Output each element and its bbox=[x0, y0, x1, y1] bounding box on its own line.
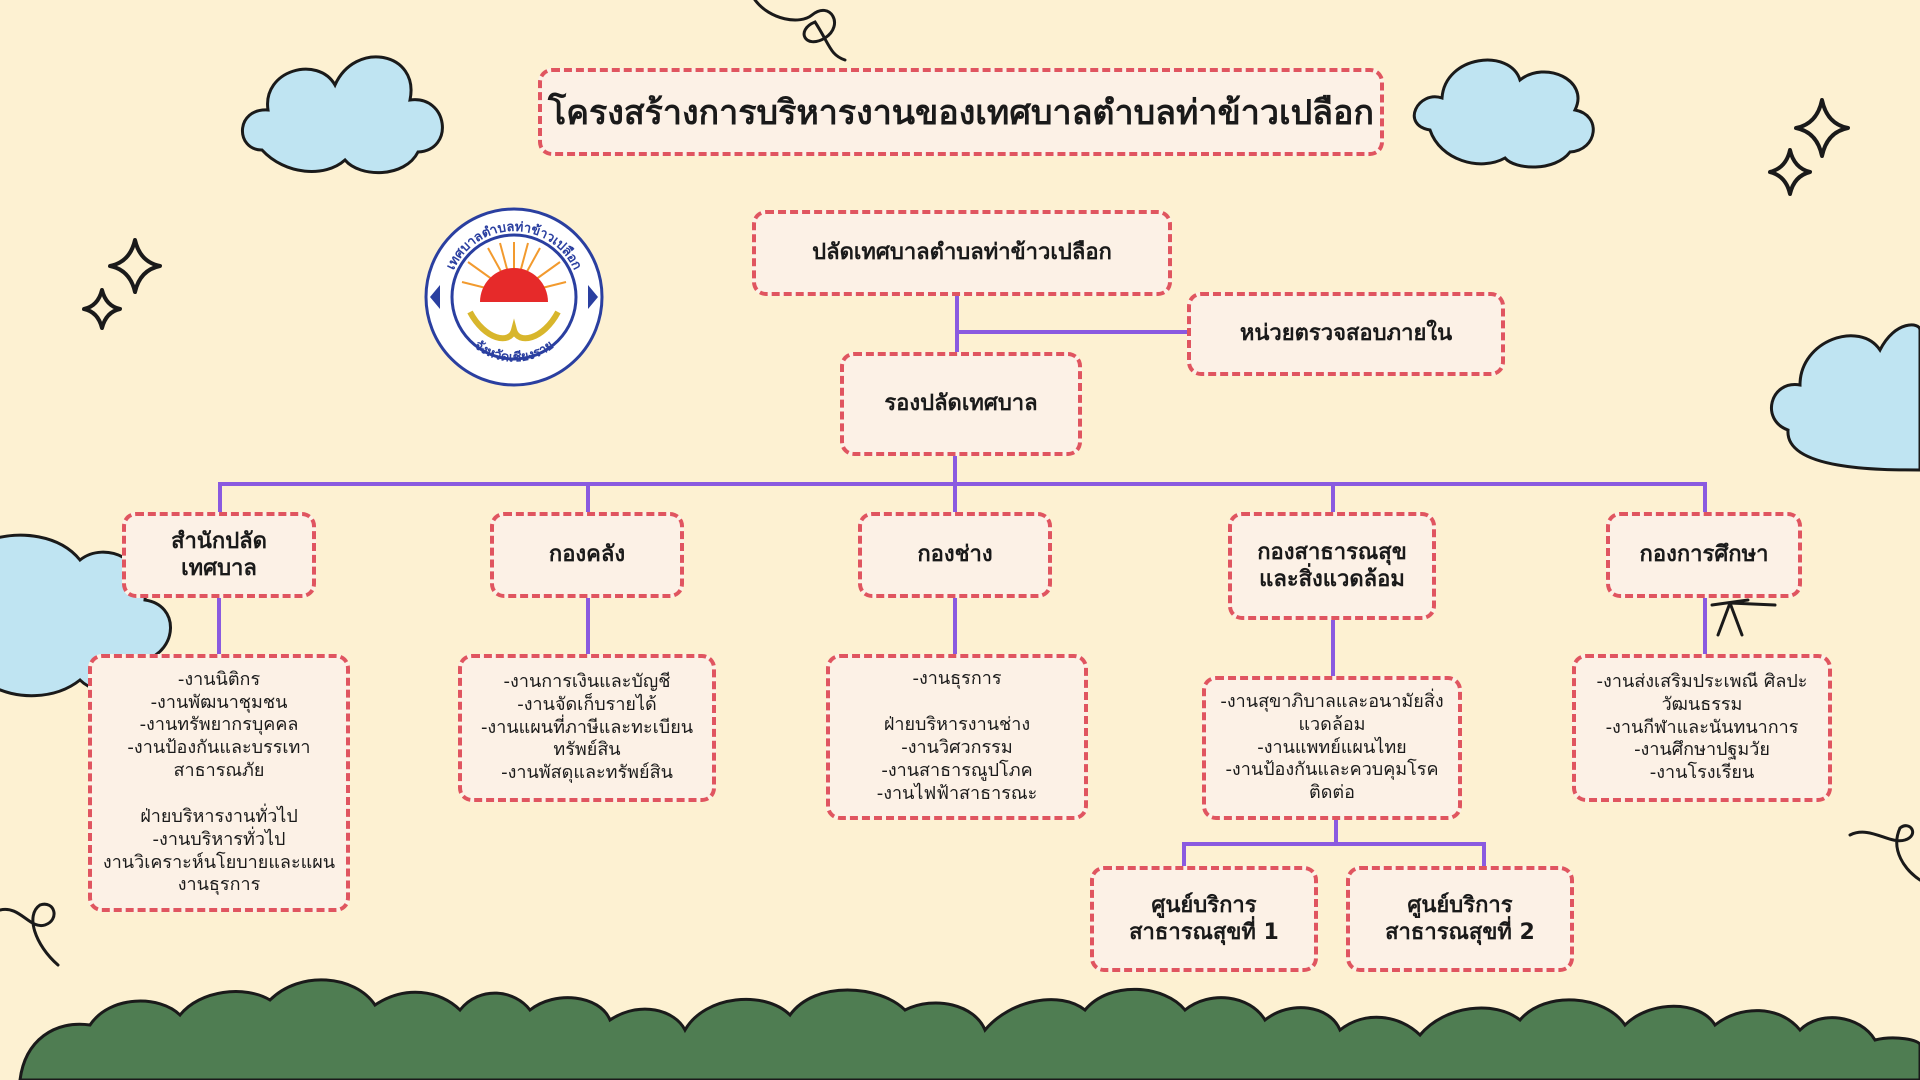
task-list-box bbox=[458, 654, 716, 802]
connector-dept-1 bbox=[218, 482, 222, 512]
bush-icon bbox=[20, 980, 1920, 1080]
department-name: กองช่าง bbox=[917, 542, 993, 568]
connector-tasks-4 bbox=[1331, 620, 1335, 676]
task-list: -งานการเงินและบัญชี -งานจัดเก็บรายได้ -งานแผนที่ภาษีและทะเบียน ทรัพย์สิน -งานพัสดุและทรัพย์สิน bbox=[480, 670, 694, 784]
task-list-box bbox=[826, 654, 1088, 820]
connector-tasks-3 bbox=[953, 598, 957, 654]
connector-audit bbox=[955, 330, 1187, 334]
department-name: กองสาธารณสุข และสิ่งแวดล้อม bbox=[1257, 539, 1407, 592]
internal-audit-box: หน่วยตรวจสอบภายใน bbox=[1187, 292, 1505, 376]
department-box bbox=[490, 512, 684, 598]
department-box bbox=[1228, 512, 1436, 620]
connector-tasks-5 bbox=[1703, 598, 1707, 654]
cloud-icon bbox=[1771, 325, 1920, 470]
connector-dept-3 bbox=[953, 482, 957, 512]
cloud-icon bbox=[1414, 60, 1593, 167]
department-name: กองคลัง bbox=[548, 542, 626, 568]
logo-ring-text-top: เทศบาลตำบลท่าข้าวเปลือก bbox=[443, 219, 585, 273]
task-list-box bbox=[1202, 676, 1462, 820]
health-center-box bbox=[1090, 866, 1318, 972]
connector-deputy-down bbox=[953, 455, 957, 485]
task-list: -งานนิติกร -งานพัฒนาชุมชน -งานทรัพยากรบุคคล -งานป้องกันและบรรเทา สาธารณภัย ฝ่ายบริหารงานทั่วไป -งานบริหารทั่วไป งานวิเคราะห์นโยบายและแผน งานธุรการ bbox=[102, 668, 336, 896]
task-list: -งานสุขาภิบาลและอนามัยสิ่ง แวดล้อม -งานแพทย์แผนไทย -งานป้องกันและควบคุมโรค ติดต่อ bbox=[1220, 690, 1444, 804]
department-name: กองการศึกษา bbox=[1639, 542, 1769, 568]
page-title: โครงสร้างการบริหารงานของเทศบาลตำบลท่าข้าวเปลือก bbox=[538, 68, 1384, 156]
connector-dept-2 bbox=[586, 482, 590, 512]
connector-center-1 bbox=[1182, 842, 1186, 868]
connector-head-down bbox=[955, 296, 959, 354]
connector-dept-5 bbox=[1703, 482, 1707, 512]
task-list-box bbox=[1572, 654, 1832, 802]
task-list: -งานส่งเสริมประเพณี ศิลปะ วัฒนธรรม -งานกีฬาและนันทนาการ -งานศึกษาปฐมวัย -งานโรงเรียน bbox=[1596, 670, 1808, 784]
connector-tasks-1 bbox=[217, 598, 221, 654]
connector-dept-bus bbox=[218, 482, 1707, 486]
connector-center-2 bbox=[1482, 842, 1486, 868]
connector-center-bus bbox=[1182, 842, 1486, 846]
task-list-box bbox=[88, 654, 350, 912]
logo-ring-text-bottom: จังหวัดเชียงราย bbox=[471, 337, 557, 366]
cloud-icon bbox=[242, 57, 442, 173]
health-center-name: ศูนย์บริการ สาธารณสุขที่ 1 bbox=[1129, 892, 1279, 945]
department-box bbox=[122, 512, 316, 598]
health-center-name: ศูนย์บริการ สาธารณสุขที่ 2 bbox=[1385, 892, 1535, 945]
chief-administrator-box: ปลัดเทศบาลตำบลท่าข้าวเปลือก bbox=[752, 210, 1172, 296]
connector-tasks-2 bbox=[586, 598, 590, 654]
task-list: -งานธุรการ ฝ่ายบริหารงานช่าง -งานวิศวกรรม -งานสาธารณูปโภค -งานไฟฟ้าสาธารณะ bbox=[876, 668, 1038, 804]
deputy-administrator-box: รองปลัดเทศบาล bbox=[840, 352, 1082, 456]
connector-dept-4 bbox=[1331, 482, 1335, 512]
department-box bbox=[858, 512, 1052, 598]
department-name: สำนักปลัด เทศบาล bbox=[171, 528, 267, 581]
department-box bbox=[1606, 512, 1802, 598]
emblem-logo bbox=[426, 209, 602, 385]
health-center-box bbox=[1346, 866, 1574, 972]
connector-center-down bbox=[1334, 818, 1338, 844]
